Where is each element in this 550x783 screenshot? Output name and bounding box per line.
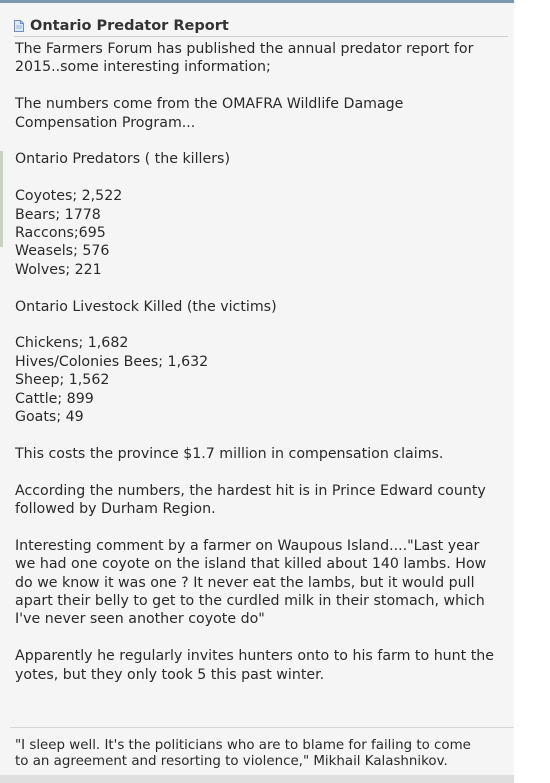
- post-text-line: According the numbers, the hardest hit is in Prince Edward county: [15, 482, 486, 499]
- post-text-line: Ontario Livestock Killed (the victims): [15, 298, 277, 315]
- paragraph-gap: [15, 279, 510, 297]
- post-text-line: Compensation Program...: [15, 114, 196, 131]
- post-text-line: do we know it was one ? It never eat the lambs, but it would pull: [15, 574, 475, 591]
- post-text-line: The Farmers Forum has published the annual predator report for: [15, 41, 474, 57]
- signature-divider: [10, 727, 514, 728]
- signature: [15, 738, 507, 770]
- post-text-line: Coyotes; 2,522: [15, 188, 123, 205]
- post-text-line: apart their belly to get to the curdled milk in their stomach, which: [15, 593, 485, 610]
- post-text-line: followed by Durham Region.: [15, 501, 216, 518]
- post-body: [15, 40, 510, 684]
- post-text-line: Weasels; 576: [15, 243, 110, 260]
- post-text-line: yotes, but they only took 5 this past winter.: [15, 666, 325, 683]
- post-text-line: we had one coyote on the island that killed about 140 lambs. How: [15, 556, 487, 573]
- post-text-line: Goats; 49: [15, 409, 84, 426]
- paragraph-gap: [15, 132, 510, 150]
- post-text-line: Wolves; 221: [15, 261, 102, 278]
- post-text-line: Apparently he regularly invites hunters onto to his farm to hunt the: [15, 648, 495, 665]
- post-title-row: [14, 16, 508, 37]
- post-text-line: I've never seen another coyote do": [15, 611, 265, 628]
- paragraph-gap: [15, 169, 510, 187]
- post-text-line: Raccons;695: [15, 225, 106, 242]
- side-marker: [0, 151, 3, 247]
- post-text-line: This costs the province $1.7 million in compensation claims.: [15, 445, 444, 462]
- paragraph-gap: [15, 426, 510, 444]
- post-text-line: Cattle; 899: [15, 390, 94, 407]
- post-title: Ontario Predator Report: [30, 18, 229, 34]
- document-icon: [14, 20, 24, 32]
- post-footer-bar: [0, 775, 514, 783]
- post-text-line: Interesting comment by a farmer on Waupous Island...."Last year: [15, 537, 480, 554]
- paragraph-gap: [15, 629, 510, 647]
- signature-line: "I sleep well. It's the politicians who are to blame for failing to come: [15, 738, 471, 753]
- post-text-line: Chickens; 1,682: [15, 335, 129, 352]
- post-text-line: 2015..some interesting information;: [15, 59, 271, 76]
- paragraph-gap: [15, 77, 510, 95]
- signature-line: to an agreement and resorting to violence," Mikhail Kalashnikov.: [15, 754, 448, 769]
- paragraph-gap: [15, 316, 510, 334]
- post-text-line: The numbers come from the OMAFRA Wildlife Damage: [15, 96, 404, 113]
- post-text-line: Hives/Colonies Bees; 1,632: [15, 353, 209, 370]
- post-text-line: Bears; 1778: [15, 206, 101, 223]
- post-text-line: Ontario Predators ( the killers): [15, 151, 230, 168]
- page-gutter: [514, 0, 550, 780]
- post-text-line: Sheep; 1,562: [15, 372, 110, 389]
- paragraph-gap: [15, 518, 510, 536]
- paragraph-gap: [15, 463, 510, 481]
